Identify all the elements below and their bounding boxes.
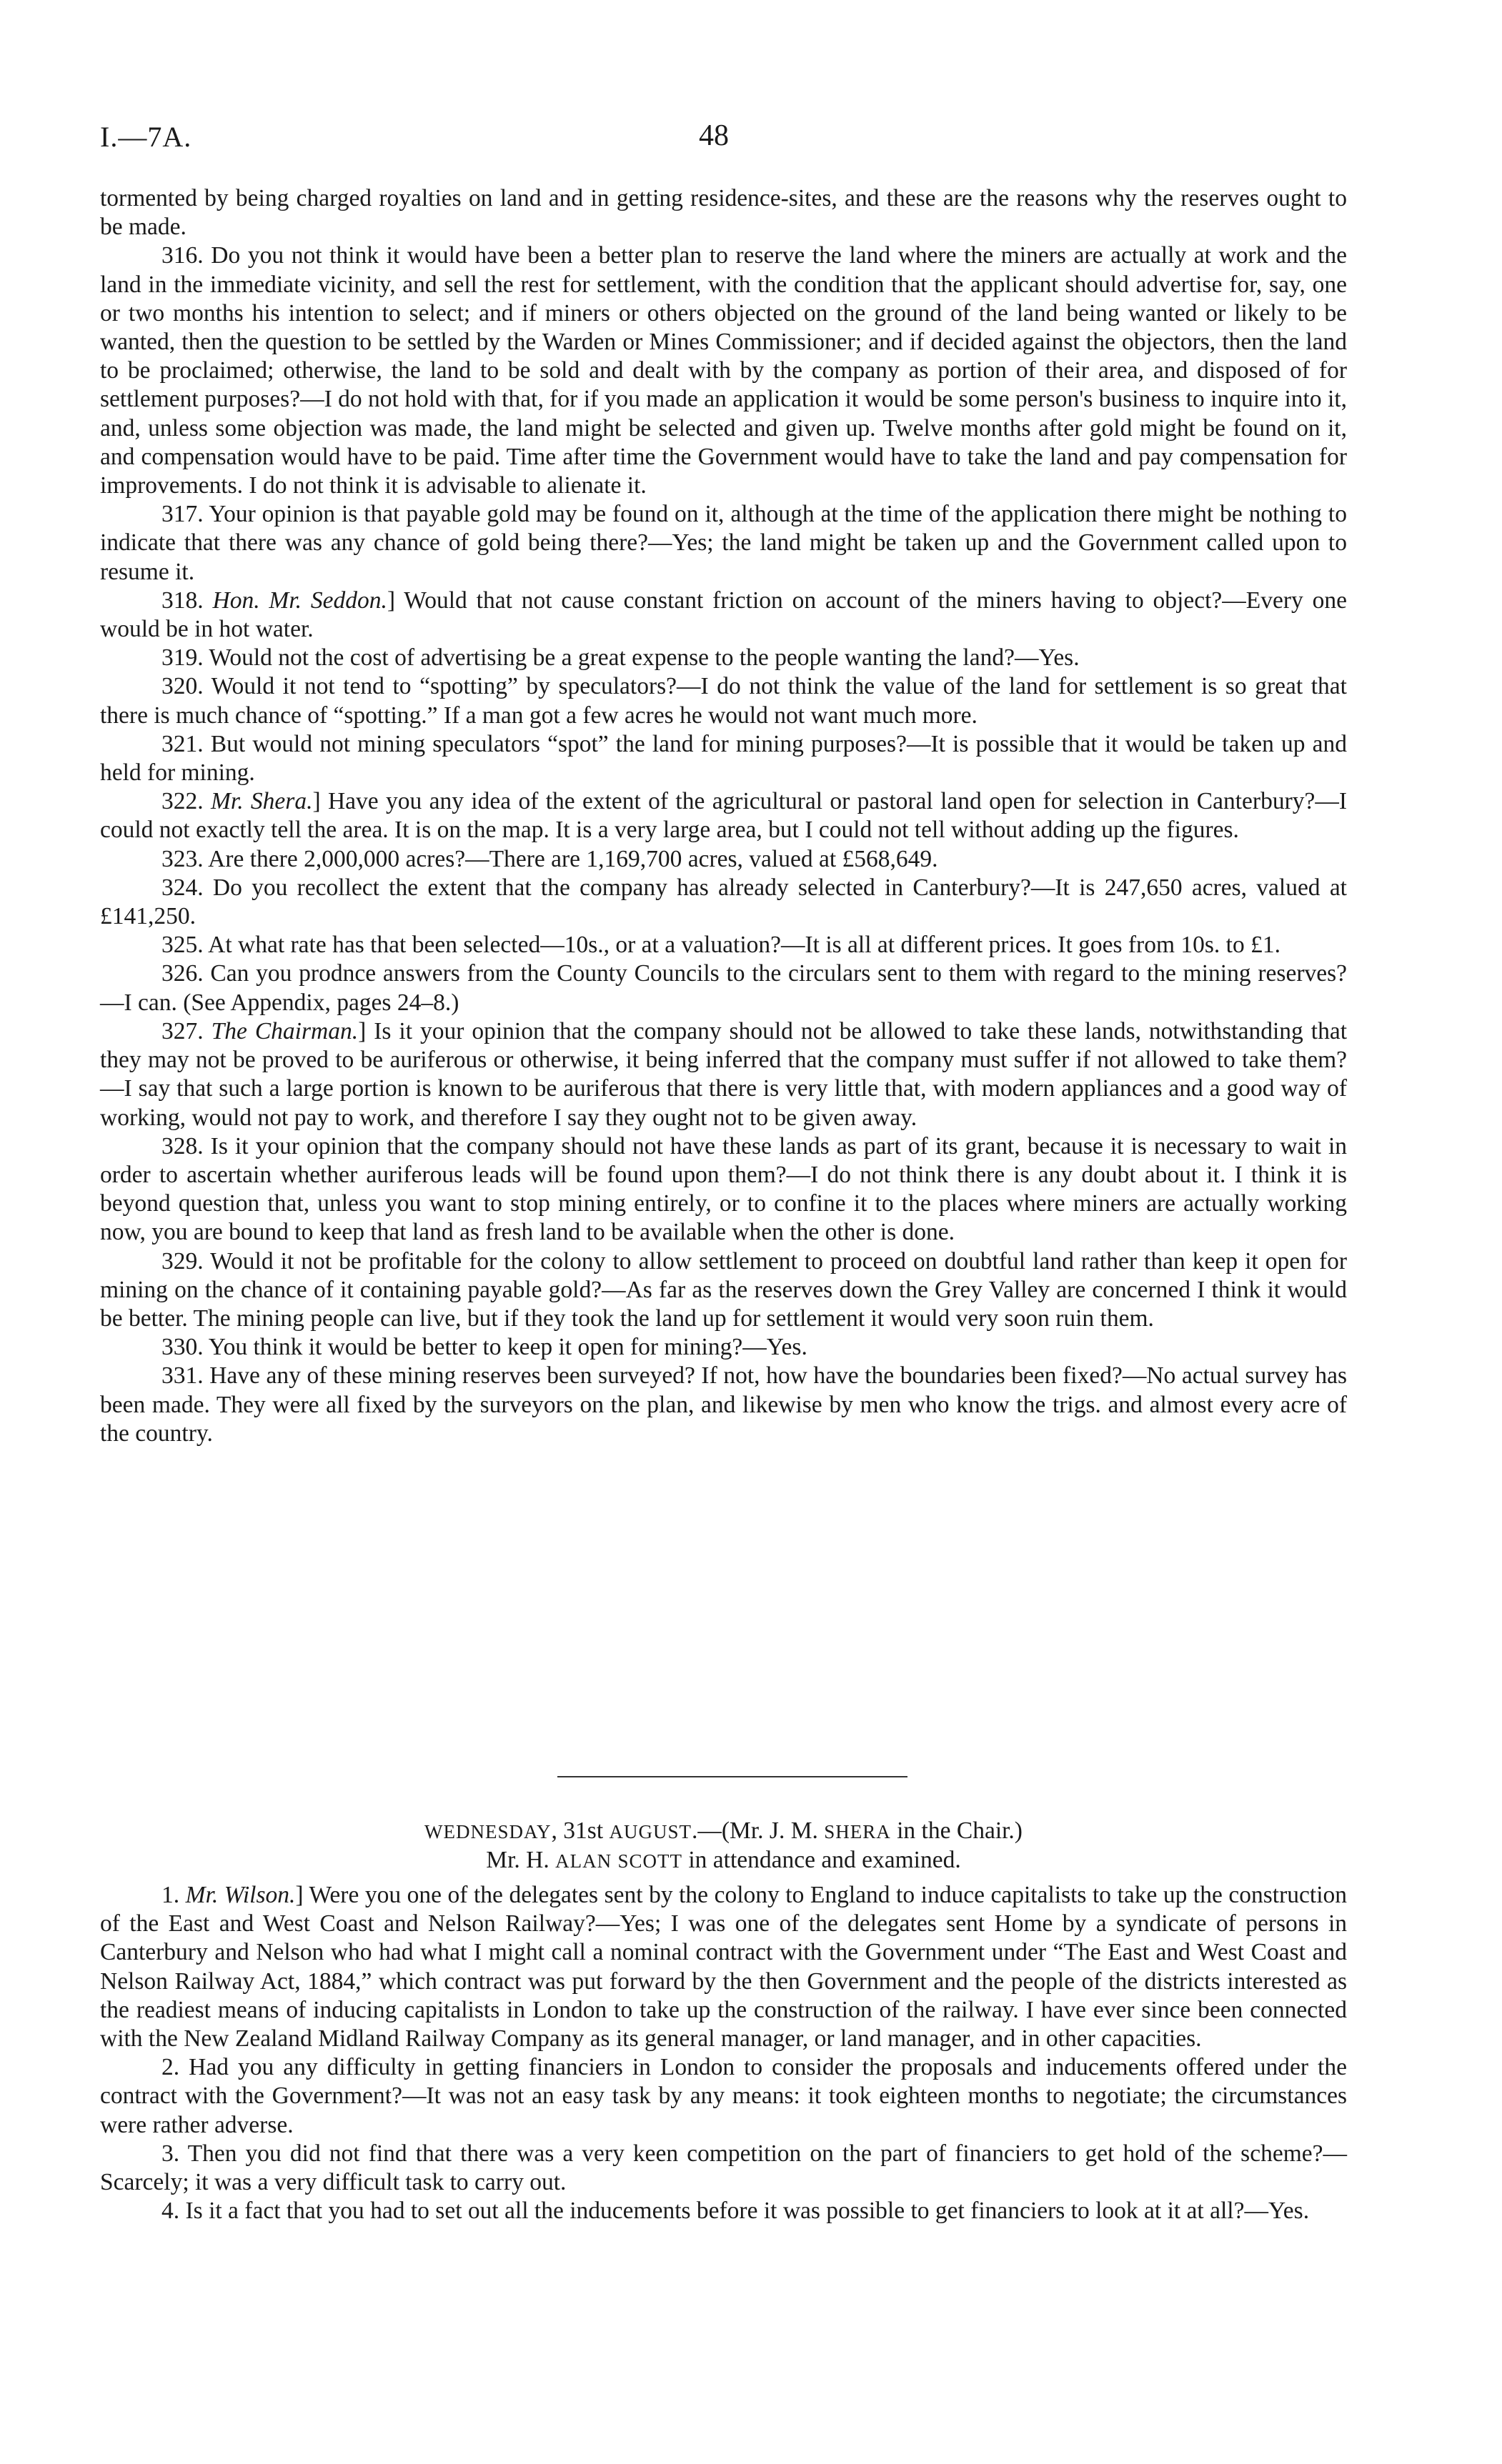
paragraph: 325. At what rate has that been selected—10s., or at a valuation?—It is all at different prices. It goes from 10s. to £1.: [161, 932, 1280, 959]
paragraph: 324. Do you recollect the extent that the company has already selected in Canterbury?—It is 247,650 acres, valued at £141,250.: [100, 874, 1347, 930]
paragraph: 3. Then you did not find that there was a very keen competition on the part of financiers to get hold of the scheme?—Scarcely; it was a very difficult task to carry out.: [100, 2140, 1347, 2196]
paragraph: 316. Do you not think it would have been a better plan to reserve the land where the miners are actually at work and the land in the immediate vicinity, and sell the rest for settlement, with the condition that the applicant should advertise for, say, one or two months his intention to select; and if miners or others objected on the ground of the land being wanted or likely to be wanted, then the question to be settled by the Warden or Mines Commissioner; and if decided against the objectors, then the land to be proclaimed; otherwise, the land to be sold and dealt with by the company as portion of their area, and disposed of for settlement purposes?—I do not hold with that, for if you made an application it would be some person's business to inquire into it, and, unless some objection was made, the land might be selected and given up. Twelve months after gold might be found on it, and compensation would have to be paid. Time after time the Government would have to take the land and pay compensation for improvements. I do not think it is advisable to alienate it.: [100, 242, 1347, 499]
session-date-line: [100, 1817, 1347, 1846]
speaker: Hon. Mr. Seddon.: [212, 587, 387, 614]
paragraph-text: ] Have you any idea of the extent of the agricultural or pastoral land open for selection in Canterbury?—I could not exactly tell the area. It is on the map. It is a very large area, but I could not tell without adding up the figures.: [100, 788, 1348, 844]
paragraph: [100, 1881, 1347, 2053]
paragraph: 331. Have any of these mining reserves been surveyed? If not, how have the boundaries been fixed?—No actual survey has been made. They were all fixed by the surveyors on the plan, and likewise by men who know the trigs. and almost every acre of the country.: [100, 1362, 1347, 1447]
page-number: 48: [699, 119, 729, 152]
paragraph: 2. Had you any difficulty in getting financiers in London to consider the proposals and inducements offered under the contract with the Government?—It was not an easy task by any means: it took eighteen months to negotiate; the circumstances were rather adverse.: [100, 2054, 1347, 2138]
session-month: AUGUST: [609, 1821, 692, 1842]
session-heading: [100, 1817, 1347, 1875]
paragraph: 321. But would not mining speculators “spot” the land for mining purposes?—It is possible that it would be taken up and held for mining.: [100, 730, 1347, 787]
paragraph: 4. Is it a fact that you had to set out all the inducements before it was possible to get financiers to look at it at all?—Yes.: [161, 2198, 1310, 2225]
session-date: , 31st: [551, 1817, 610, 1844]
speaker: The Chairman.: [211, 1017, 359, 1044]
paragraph-text: ] Would that not cause constant friction on account of the miners having to object?—Every one would be in hot water.: [100, 587, 1347, 643]
speaker: Mr. Wilson.: [185, 1882, 296, 1908]
paragraph: 328. Is it your opinion that the company should not have these lands as part of its grant, because it is necessary to wait in order to ascertain whether auriferous leads will be found upon them?—I do not think there is any doubt about it. I think it is beyond question that, unless you want to stop mining entirely, or to confine it to the places where miners are actually working now, you are bound to keep that land as fresh land to be available when the other is done.: [100, 1132, 1347, 1246]
paragraph: 319. Would not the cost of advertising be a great expense to the people wanting the land?—Yes.: [161, 644, 1080, 672]
question-number: 1.: [161, 1882, 186, 1908]
paragraph: 317. Your opinion is that payable gold may be found on it, although at the time of the application there might be nothing to indicate that there was any chance of gold being there?—Yes; the land might be taken up and the Government called upon to resume it.: [100, 501, 1347, 585]
witness-line: [100, 1846, 1347, 1875]
paragraph: 326. Can you prodnce answers from the County Councils to the circulars sent to them with regard to the mining reserves?—I can. (See Appendix, pages 24–8.): [100, 960, 1347, 1016]
paragraph: [100, 787, 1347, 844]
speaker: Mr. Shera.: [210, 788, 313, 815]
paragraph-text: ] Is it your opinion that the company should not be allowed to take these lands, notwithstanding that they may not be proved to be auriferous or otherwise, it being inferred that the company must suffer if not allowed to take them?—I say that such a large portion is known to be auriferous that there is very little that, with modern appliances and a good way of working, would not pay to work, and therefore I say they ought not to be given away.: [100, 1017, 1348, 1131]
witness-suffix: in attendance and examined.: [682, 1847, 961, 1874]
paragraph: 320. Would it not tend to “spotting” by speculators?—I do not think the value of the land for settlement is so great that there is much chance of “spotting.” If a man got a few acres he would not want much more.: [100, 673, 1347, 729]
evidence-text-2: [100, 1881, 1347, 2225]
chair-prefix: .—(Mr. J. M.: [692, 1817, 825, 1844]
question-number: 322.: [161, 788, 211, 815]
witness-first-name: ALAN: [555, 1850, 612, 1872]
paragraph: [100, 1017, 1347, 1132]
question-number: 327.: [161, 1017, 212, 1044]
chair-name: SHERA: [824, 1821, 891, 1842]
chair-suffix: in the Chair.): [890, 1817, 1023, 1844]
evidence-text: [100, 184, 1347, 1448]
paragraph: 329. Would it not be profitable for the colony to allow settlement to proceed on doubtful land rather than keep it open for mining on the chance of it containing payable gold?—As far as the reserves down the Grey Valley are concerned I think it would be better. The mining people can live, but if they took the land up for settlement it would very soon ruin them.: [100, 1247, 1347, 1332]
paragraph: tormented by being charged royalties on land and in getting residence-sites, and these are the reasons why the reserves ought to be made.: [100, 185, 1347, 241]
witness-prefix: Mr. H.: [486, 1847, 556, 1874]
paragraph: [100, 587, 1347, 644]
paragraph-text: ] Were you one of the delegates sent by the colony to England to induce capitalists to take up the construction of the East and West Coast and Nelson Railway?—Yes; I was one of the delegates sent Home by a syndicate of persons in Canterbury and Nelson who had what I might call a nominal contract with the Government under “The East and West Coast and Nelson Railway Act, 1884,” which contract was put forward by the then Government and the people of the districts interested as the readiest means of inducing capitalists in London to take up the construction of the railway. I have ever since been connected with the New Zealand Midland Railway Company as its general manager, or land manager, and in other capacities.: [100, 1882, 1347, 2052]
paragraph: 330. You think it would be better to keep it open for mining?—Yes.: [161, 1334, 807, 1361]
paragraph: 323. Are there 2,000,000 acres?—There are 1,169,700 acres, valued at £568,649.: [161, 845, 938, 872]
paper-reference: I.—7A.: [100, 121, 192, 153]
session-day: WEDNESDAY: [424, 1821, 552, 1842]
section-divider: [557, 1776, 907, 1777]
witness-last-name: SCOTT: [617, 1850, 682, 1872]
question-number: 318.: [161, 587, 213, 614]
